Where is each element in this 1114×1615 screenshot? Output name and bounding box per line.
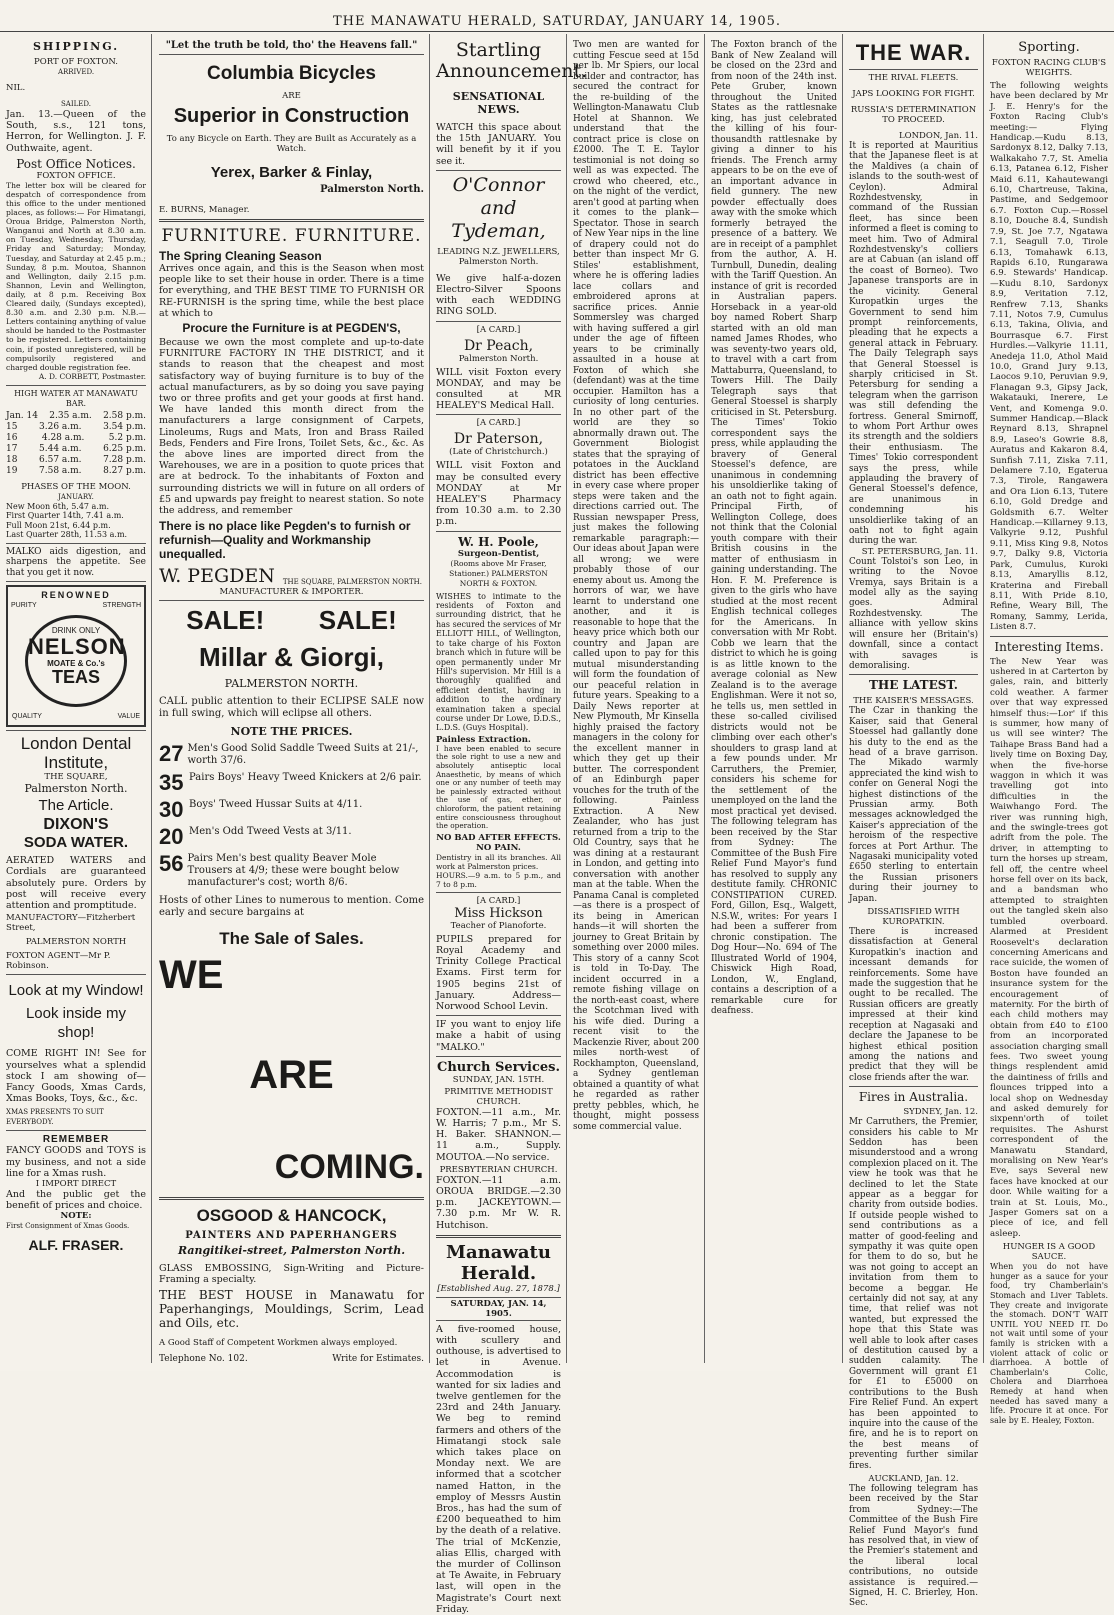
tide-row: 15 3.26 a.m. 3.54 p.m. — [6, 421, 146, 432]
sensational-title: SENSATIONAL NEWS. — [452, 90, 545, 116]
poole-title: W. H. Poole, — [458, 534, 539, 549]
fires-text: Mr Carruthers, the Premier, considers his cable to Mr Seddon has been misunderstood and a wrong complexion placed on it. The view he took was that he declined to let the State appear as a beggar for charity from outside bodies. If outside people wished to send contributions as a matter of good-feeling and sympathy it was quite open for them to do so, but he was not going to accept an invitation from them to become a beggar. He certainly did not say, at any time, that relief was not wanted, but expressed the hope that this State was well able to look after cases of destitution caused by a sudden calamity. The Government will grant £1 for £1 to £5000 on contributions to the Bush Fire Relief Fund. An expert has been appointed to inquire into the cause of the fire, and he is to report on the best means of preventing further similar fires. — [849, 1117, 978, 1471]
malko-ad: IF you want to enjoy life make a habit of using "MALKO." — [436, 1019, 561, 1053]
tide-row: 18 6.57 a.m. 7.28 p.m. — [6, 454, 146, 465]
manufactory: MANUFACTORY—Fitzherbert Street, — [6, 913, 136, 934]
osgood-address: Rangitikei-street, Palmerston North. — [177, 1244, 406, 1258]
peach-city: Palmerston North. — [458, 353, 539, 364]
port-heading: PORT OF FOXTON. — [34, 57, 118, 67]
osgood-trade: PAINTERS AND PAPERHANGERS — [185, 1230, 398, 1242]
import-text: And the public get the benefit of prices and choice. — [6, 1188, 146, 1212]
kaiser-heading: THE KAISER'S MESSAGES. — [853, 696, 974, 707]
herald-date: SATURDAY, JAN. 14, 1905. — [436, 1297, 561, 1321]
superior-title: Superior in Construction — [173, 105, 410, 127]
tide-title: HIGH WATER AT MANAWATU BAR. — [14, 388, 138, 408]
poole-rooms: (Rooms above Mr Fraser, Stationer.) PALMERSTON NORTH & FOXTON. — [449, 558, 548, 588]
sale-header: SALE! SALE! — [186, 605, 397, 636]
price-item: 27 Men's Good Solid Saddle Tweed Suits at 21/-, worth 37/6. — [159, 741, 419, 767]
column-sporting — [985, 34, 1112, 1425]
millar-call: CALL public attention to their ECLIPSE SALE now in full swing, which will eclipse all others. — [159, 696, 424, 720]
hours-text: HOURS.—9 a.m. to 5 p.m., and 7 to 8 p.m. — [436, 870, 561, 889]
sporting-text: The following weights have been declared by Mr J. E. Henry's for the Foxton Racing Club's meeting:— Flying Handicap.—Kudu 8.13, Sardonyx 8.12, Dalky 7.13, Walkakaho 7.7, St. Amelia 6.13, Patanea 6.12, Fisher Maid 6.11, Kahautewangi 6.10, Chartreuse, Takina, Pastime, and Sedgemoor 6.7. Foxton Cup.—Rossel 8.10, Douche 8.4, Sundish 7.9, St. Joe 7.7, Ngatawa 7.1, Seagull 7.0, Tirole 6.13, Tomahawk 6.13, Rapids 6.10, Rungarawa 6.9. Stewards' Handicap.—Kudu 8.10, Sardonyx 8.9, Veritation 7.12, Renfrew 7.13, Shanks 7.11, Notos 7.9, Cumulus 6.13, Takina, Olivia, and Bourrasque 6.7. First Hurdles.—Valkyrie 11.11, Anedeja 11.0, Athol Maid 10.0, Grand Jury 9.13, Laocos 9.10, Peruvian 9.9, Flanagan 9.3, Gipsy Jack, Wakatauki, Inerere, Le Vent, and Komenga 9.0. Summer Handicap.—Black Reynard 8.13, Shrapnel 8.9, Laseo's Gowrie 8.8, Auratus and Kakaron 8.4, Sunfish 7.11, Ziska 7.11, Delamere 7.10, Egaterua 7.3, Tirole, Rangawera and Ora Lion 6.13, Tutere 6.10, Gold Dredge and Goldsmith 6.7. Welter Handicap.—Killarney 9.13, Valkyrie 9.12, Pushful 9.11, Miss King 9.8, Notos 9.7, Dalky 9.8, Victoria Park, Cumulus, Kuroki 8.13, Amaryllis 8.12, Kraterina and Fireball 8.11, With Pride 8.10, Refine, Weary Bill, The Romany, Sammy, Lerida, Listen 8.7. — [990, 81, 1108, 633]
osgood-glass: GLASS EMBOSSING, Sign-Writing and Picture-Framing a specialty. — [159, 1263, 424, 1286]
startling-title: Startling Announcement. — [436, 39, 588, 82]
kaiser-text: The Czar in thanking the Kaiser, said that General Stoessel had gallantly done his duty to the end as the head of a brave garrison. The Mikado warmly appreciated the kind wish to confer on General Nogi the highest distinctions of the Prussian army. Both messages acknowledged the Kaiser's appreciation of the heroism of the respective forces at Port Arthur. The Nagasaki municipality voted £650 sterling to entertain the Russian prisoners during their journey to Japan. — [849, 706, 978, 904]
column-shipping — [2, 34, 152, 1363]
peach-text: WILL visit Foxton every MONDAY, and may be consulted at MR HEALEY'S Medical Hall. — [436, 366, 561, 412]
moon-title: PHASES OF THE MOON. — [21, 481, 131, 492]
primitive-text: FOXTON.—11 a.m., Mr. W. Harris; 7 p.m., Mr S. H. Baker. SHANNON.—11 a.m., Supply. MOUTOA.—No service. — [436, 1106, 561, 1163]
moon-list: New Moon 6th, 5.47 a.m. First Quarter 14th, 7.41 a.m. Full Moon 21st, 6.44 p.m. Last Quarter 28th, 11.53 a.m. — [6, 501, 128, 540]
post-office-sub: FOXTON OFFICE. — [36, 170, 116, 181]
hunger-title: HUNGER IS A GOOD SAUCE. — [1002, 1242, 1096, 1263]
poole-text: WISHES to intimate to the residents of Foxton and surrounding district, that he has secured the services of Mr ELLIOTT HILL, of Wellington, to take charge of his Foxton branch which in future will be open permanently under Mr Hill's supervision. Mr Hill is a thoroughly qualified and efficient dentist, having in addition to the ordinary examination taken a special course under Dr Lowe, D.D.S., L.D.S. (Guys Hospital). — [436, 591, 561, 733]
dixon-title: DIXON'S — [43, 816, 109, 834]
oconnor-title: O'Connor and Tydeman, — [451, 173, 546, 242]
column-general-news — [706, 34, 843, 1363]
soda-title: SODA WATER. — [23, 834, 129, 852]
card-label: [A CARD.] — [476, 418, 521, 429]
pegden-block — [159, 565, 424, 587]
dissat-heading: DISSATISFIED WITH KUROPATKIN. — [867, 907, 960, 928]
millar-city: PALMERSTON NORTH. — [224, 677, 359, 691]
paterson-text: WILL visit Foxton and may be consulted every MONDAY at Mr HEALEY'S Pharmacy from 10.30 a.m. to 2.30 p.m. — [436, 460, 561, 528]
herald-nameplate: Manawatu Herald. — [446, 1241, 551, 1284]
no-after-effects: NO BAD AFTER EFFECTS. NO PAIN. — [436, 832, 561, 853]
herald-established: [Established Aug. 27, 1878.] — [437, 1283, 560, 1294]
dental-address: THE SQUARE, — [44, 772, 108, 783]
fraser-sign: ALF. FRASER. — [28, 1236, 124, 1253]
article-title: The Article. — [38, 797, 114, 815]
price-item: 35 Pairs Boys' Heavy Tweed Knickers at 2/6 pair. — [159, 770, 422, 796]
import-title: I IMPORT DIRECT — [35, 1178, 117, 1189]
peach-title: Dr Peach, — [463, 337, 534, 354]
aerated-text: AERATED WATERS and Cordials are guaranteed absolutely pure. Orders by post will receive every attention and promptitude. — [6, 855, 146, 912]
post-office-text: The letter box will be cleared for despatch of correspondence from this office to the under mentioned places, as follows:— For Himatangi, Oroua Bridge, Palmerston North, Wanganui and North at 8.30 a.m. on Tuesday, Wednesday, Thursday, Friday and Saturday; Monday, Tuesday, and Saturday at 2.45 p.m.; Sunday, 8 p.m. Moutoa, Shannon and Wellington, daily 2.15 p.m. Shannon, Levin and Wellington, daily, at 8 p.m. Receiving Box Cleared daily, (Sundays excepted), 8.30 a.m. and 2.30 p.m. N.B.—Letters containing anything of value should be handed to the Postmaster to be registered. Letters containing coin, if posted unregistered, will be compulsorily registered and charged double registration fee. — [6, 180, 146, 372]
motto: "Let the truth be told, tho' the Heavens fall." — [165, 40, 418, 51]
presby-title: PRESBYTERIAN CHURCH. — [439, 1164, 558, 1175]
auckland-dateline: AUCKLAND, Jan. 12. — [868, 1473, 959, 1484]
shipping-title: SHIPPING. — [32, 40, 120, 53]
nelson-teas-ad: RENOWNED PURITY STRENGTH DRINK ONLY NELSON MOATE & Co.'s TEAS QUALITY VALUE — [6, 585, 146, 727]
interesting-text: The New Year was ushered in at Carterton by gales, rain, and bitterly cold weather. A farmer over that way expressed himself thus:—Lor' if this is summer, how many of us will see winter? The Taihape Brass Band had a lively time on Boxing Day, when the five-horse waggon in which it was travelling got into difficulties in the Waiwhango Ford. The river was running high, and the swingle-trees got adrift from the pole. The driver, in attempting to turn the horses up stream, fell off, the centre wheel horse fell over on its back, and a bandsman who attempted to straighten out the tangled skein also tumbled overboard. Alarmed at President Roosevelt's declaration concerning Americans and race suicide, the women of Boston have founded an insurance system for the encouragement of maternity. For the birth of each child mothers may obtain from £40 to £100 from an incorporated association charging small fees. Two sweet young things resplendent amid the daintiness of frills and flounces tripped into a local shop on Wednesday and asked demurely for sixpenn'orth of toilet requisites. The Ashurst correspondent of the Manawatu Standard, moralising on New Year's Eve, says Several new faces have knocked at our door. While waiting for a train at St. Louis, Mo., Jasper Gomers sat on a piece of ice, and fell asleep. — [990, 656, 1108, 1239]
presby-text: FOXTON.—11 a.m. OROUA BRIDGE.—2.30 p.m. JACKEYTOWN.—7.30 p.m. Mr W. R. Hutchison. — [436, 1174, 561, 1231]
sailed-label: SAILED. — [61, 100, 91, 108]
war-title: THE WAR. — [855, 40, 972, 65]
osgood-title: OSGOOD & HANCOCK, — [196, 1206, 387, 1226]
local-news-text: Two men are wanted for cutting Fescue seed at 15d per lb. Mr Spiers, our local builder and contractor, has secured the contract for the re-building of the Wellington-Manawatu Club Hotel at Shannon. We understand that the contract price is close on £2000. The T. E. Taylor testimonial is not doing so well as was expected. The crowd who cheered, etc., on the night of the verdict, aren't good at parting when it comes to the plank—Spectator. Those in search of New Year nips in the line of drapery could not do better than inspect Mr G. Stiles' establishment, where he is offering ladies lace collars and embroidered aprons at sacrifice prices. Annie Sommersley was charged with having suffered a girl under the age of fifteen years to be criminally assaulted in a house at Foxton of which she (defendant) was at the time occupier. Hamilton has a curiosity of long centuries. In no other part of the world are they so abnormally drawn out. The Government Biologist states that the spraying of potatoes in the Auckland district has been effective in every case where proper steps were taken and the directions carried out. The Russian newspaper Press, just makes the following remarkable paragraph:—Our ideas about Japan were all wrong; we were probably those of our enemy about us. Among the horrors of war, we have learnt to understand one another, and it is reasonable to hope that the heavy price which both our country and Japan are called upon to pay for this mutual misunderstanding will form the foundation of our peaceful relation in future years. Speaking to a Daily News reporter at New Plymouth, Mr Kinsella highly praised the factory managers in the colony for the excellent manner in which they get up their butter. The correspondent of an Edinburgh paper vouches for the truth of the following. Painless Extraction. A New Zealander, who has just returned from a trip to the Old Country, says that he was dining at a restaurant in London, and getting into conversation with another man at the table. When the Panama Canal is completed—as there is a prospect of its being in American hands—it will shorten the journey to Great Britain by something over 2000 miles. This story of a canny Scot is told in To-Day. The incident occurred in a remote fishing village on the north-east coast, where the Scotchman lived with his wife died. During a recent visit to the Mackenzie River, about 200 miles north-west of Rockhampton, Queensland, a Sydney gentleman obtained a quantity of what he regarded as rather pretty pebbles, which, he thought, might possess some commercial value. — [573, 40, 699, 1132]
pegden-name: W. PEGDEN — [159, 565, 275, 588]
tide-row: 19 7.58 a.m. 8.27 p.m. — [6, 465, 146, 476]
remember-title: REMEMBER — [42, 1134, 110, 1146]
foxton-weights-title: FOXTON RACING CLUB'S WEIGHTS. — [991, 58, 1107, 78]
church-date: SUNDAY, JAN. 15TH. — [452, 1074, 545, 1085]
palmerston-label: PALMERSTON NORTH — [25, 937, 127, 948]
japs-heading: JAPS LOOKING FOR FIGHT. — [852, 89, 975, 99]
editorial-text: A five-roomed house, with scullery and outhouse, is advertised to let in Avenue. Accommodation is wanted for six ladies and twelve gentlemen for the 23rd and 24th January. We beg to remind farmers and others of the Himatangi stock sale which takes place on Monday next. We are informed that a scotcher named Hatton, in the employ of Messrs Austin Bros., has had the sum of £200 bequeathed to him by the death of a relative. The trial of McKenzie, alias Ellis, charged with the murder of Collinson at Te Awaite, in February last, will open in the Magistrate's Court next Friday. — [436, 1323, 561, 1615]
look-inside: Look inside my shop! — [25, 1005, 127, 1042]
interesting-title: Interesting Items. — [994, 639, 1104, 654]
post-office-title: Post Office Notices. — [16, 156, 136, 171]
osgood-contact: Telephone No. 102. Write for Estimates. — [159, 1354, 424, 1365]
look-window: Look at my Window! — [8, 982, 144, 1000]
note-prices: NOTE THE PRICES. — [230, 725, 353, 739]
price-list — [159, 743, 424, 889]
procure-title: Procure the Furniture is at PEGDEN'S, — [182, 321, 401, 336]
columbia-title: Columbia Bicycles — [207, 63, 376, 84]
columbia-text: To any Bicycle on Earth. They are Built as Accurately as a Watch. — [166, 134, 417, 154]
columbia-are: ARE — [282, 91, 301, 101]
church-title: Church Services. — [436, 1059, 561, 1075]
osgood-best: THE BEST HOUSE in Manawatu for Paperhangings, Mouldings, Scrim, Lead and Oils, etc. — [159, 1288, 424, 1331]
pegden-address: THE SQUARE, PALMERSTON NORTH. — [282, 578, 422, 587]
column-announcements — [431, 34, 588, 1615]
war-text: It is reported at Mauritius that the Japanese fleet is at the Maldives (a chain of islands to the south-west of Ceylon). Admiral Rozhdestvensky, in command of the Russian fleet, has since been informed a fleet is coming to meet him. Two of Admiral Rozhdestvensky's colliers are at Cabuan (an island off the coast of Borneo). Two Japanese transports are in the vicinity. General Kuropatkin urges the Government to send him prompt reinforcements, pleading that he expects a general attack in February. The Daily Telegraph says that General Stoessel is sharply criticised in St. Petersburg for sending a telegram when the garrison was still defending the fortress. General Smirnoff, to whom Port Arthur owes its strength and the soldiers their enthusiasm. The Times' Tokio correspondent says the press, while applauding the bravery of General Stoessel's defence, are unanimous in condemning his unsoldierlike taking of an oath not to fight again during the war. — [849, 141, 978, 547]
stpete-dateline: ST. PETERSBURG, Jan. 11. — [861, 546, 978, 557]
spring-text: Arrives once again, and this is the Season when most people like to set their house in order. There is a time for everything, and THE BEST TIME TO FURNISH OR RE-FURNISH is the spring time, while the best place at which to — [159, 263, 424, 319]
hickson-title: Miss Hickson — [454, 905, 543, 921]
column-war — [844, 34, 984, 1609]
we-word: WE — [159, 953, 224, 998]
are-word: ARE — [249, 1053, 334, 1098]
general-news-text: The Foxton branch of the Bank of New Zealand will be closed on the 23rd and from noon of the 24th inst. Pete Gruber, known throughout the United States as the rattlesnake king, has just celebrated the killing of his four-thousandth rattlesnake by giving a dinner to his friends. The French army appears to be on the eve of an important advance in field gunnery. The new powder effectually does away with the smoke which formerly betrayed the presence of a battery. We are in receipt of a pamphlet from the author, A. H. Turnbull, Dunedin, dealing with the Tariff Question. An instance of grit is recorded in Australian papers. Horseback in a year-old boy named Robert Sharp started with an old man named James Rhodes, who was seventy-two years old, to travel with a cart from Mattaburra, Queensland, to Towers Hill. The Daily Telegraph says that General Stoessel is sharply criticised in St. Petersburg. The Times' Tokio correspondent says the press, while applauding the bravery of General Stoessel's defence, are unanimous in condemning his unsoldierlike taking of an oath not to fight again. Principal Firth, of Wellington College, does not think that the Colonial youth compare with their British cousins in the matter of enthusiasm in gaining understanding. The Hon. F. M. Preference is given to the girls who have studied at the most recent English technical colleges for the Americans. In conversation with Mr Robt. Cobb we learn that the district to which he is going is as little known to the average colonial as New Zealand is to the average Englishman. Were it not so, he tells us, men settled in these so-called civilised districts would not be climbing over each other's shoulders to grasp land at a few pounds under. Mr Carruthers, the Premier, considers his scheme for the settlement of the unemployed on the land the most practical yet devised. The following telegram has been received by the Star from Sydney: The Committee of the Bush Fire Relief Fund Mayor's fund has resolved to supply any destitute family. CHRONIC CONSTIPATION CURED. Ford, Gillon, Esq., Walgett, N.S.W., writes: For years I had been a sufferer from chronic constipation. The Dog Hour—No. 694 of The Illustrated World of 1904, Chiswick High Road, London, W., England, contains a description of a remarkable cure for deafness. — [711, 40, 837, 1016]
postmaster-sign: A. D. CORBETT, Postmaster. — [38, 371, 146, 381]
procure-text: Because we own the most complete and up-to-date FURNITURE FACTORY IN THE DISTRICT, and it stands to reason that the cheapest and most satisfactory way of buying furniture is to buy of the actual manufacturers, as by so doing you save paying two or three profits and get your goods at first hand. We have landed this month direct from the manufacturers a large consignment of Carpets, Linoleums, Rugs and Mats, Iron and Brass Railed Beds, Fenders and Fire Irons, Toilet Sets, &c., &c. As the above lines are imported direct from the Warehouses, we are in a position to quote prices that are at bedrock. To the inhabitants of Foxton and surrounding districts we will in future on all orders of £5 and upwards pay freight to nearest station. So note the address, and remember — [159, 337, 424, 517]
malko-ad: MALKO aids digestion, and sharpens the appetite. See that you get it now. — [6, 546, 146, 578]
remember-text: FANCY GOODS and TOYS is my business, and not a side line for a Xmas rush. — [6, 1145, 146, 1179]
yerex-manager: E. BURNS, Manager. — [159, 205, 250, 215]
russia-heading: RUSSIA'S DETERMINATION TO PROCEED. — [850, 105, 977, 125]
nelson-seal: DRINK ONLY NELSON MOATE & Co.'s TEAS — [25, 615, 127, 707]
oconnor-sub: LEADING N.Z. JEWELLERS, — [437, 246, 560, 257]
oconnor-text: We give half-a-dozen Electro-Silver Spoons with each WEDDING RING SOLD. — [436, 272, 561, 318]
tide-row: Jan. 14 2.35 a.m. 2.58 p.m. — [6, 410, 146, 421]
primitive-title: PRIMITIVE METHODIST CHURCH. — [444, 1086, 553, 1107]
hickson-sub: Teacher of Pianoforte. — [450, 920, 547, 931]
yerex-title: Yerex, Barker & Finlay, — [210, 164, 373, 181]
coming-word: COMING. — [274, 1148, 424, 1187]
masthead-title: THE MANAWATU HERALD, SATURDAY, JANUARY 14, 1905. — [332, 14, 782, 29]
dissat-text: There is increased dissatisfaction at General Kuropatkin's inaction and incessant demands for reinforcements. Some have made the suggestion that he ought to be recalled. The Russian officers are greatly impressed at their kind reception at Nagasaki and declare the Japanese to be highest ethical position among the nations and predict that they will be close friends after the war. — [849, 927, 978, 1083]
sailed-text: Jan. 13.—Queen of the South, s.s., 121 tons, Herron, for Wellington. J. F. Outhwaite, agent. — [6, 109, 146, 154]
paterson-sub: (Late of Christchurch.) — [449, 447, 548, 458]
price-item: 30 Boys' Tweed Hussar Suits at 4/11. — [159, 797, 363, 823]
note-text: First Consignment of Xmas Goods. — [6, 1222, 130, 1231]
column-local-news — [568, 34, 705, 1363]
furniture-title: FURNITURE. FURNITURE. — [161, 226, 422, 246]
sydney-dateline: SYDNEY, Jan. 12. — [903, 1107, 978, 1118]
arrived-label: ARRIVED. — [57, 68, 95, 76]
no-place-text: There is no place like Pegden's to furnish or refurnish—Quality and Workmanship unequalled. — [159, 519, 411, 562]
oconnor-city: Palmerston North. — [458, 256, 539, 267]
sporting-title: Sporting. — [1018, 40, 1080, 55]
come-in-text: COME RIGHT IN! See for yourselves what a splendid stock I am showing of— Fancy Goods, Xmas Cards, Xmas Books, Toys, &c., &c. — [6, 1048, 146, 1105]
rival-fleets: THE RIVAL FLEETS. — [868, 73, 959, 83]
note-title: NOTE: — [60, 1211, 92, 1222]
foxton-agent: FOXTON AGENT—Mr P. Robinson. — [6, 951, 111, 972]
dental-title: London Dental Institute, — [20, 734, 132, 773]
card-label: [A CARD.] — [476, 895, 521, 906]
paterson-title: Dr Paterson, — [453, 431, 544, 448]
hosts-text: Hosts of other Lines to numerous to mention. Come early and secure bargains at — [159, 895, 424, 919]
millar-title: Millar & Giorgi, — [199, 642, 384, 673]
spring-title: The Spring Cleaning Season — [159, 249, 322, 263]
sale-of-sales: The Sale of Sales. — [219, 929, 364, 949]
yerex-city: Palmerston North. — [320, 184, 424, 195]
masthead — [0, 0, 1114, 32]
tide-row: 16 4.28 a.m. 5.2 p.m. — [6, 432, 146, 443]
price-item: 56 Pairs Men's best quality Beaver Mole Trousers at 4/9; these were bought below manufacturer's cost; worth 8/6. — [159, 851, 400, 889]
auckland-text: The following telegram has been received by the Star from Sydney:—The Committee of the Bush Fire Relief Fund Mayor's fund has resolved that, in view of the Premier's statement and the liberal local contributions, no outside assistance is required.—Signed, H. C. Brierley, Hon. Sec. — [849, 1483, 978, 1609]
tide-table — [6, 411, 146, 477]
column-ads — [153, 34, 430, 1363]
painless-text: I have been enabled to secure the sole right to use a new and absolutely antiseptic local Anaesthetic, by means of which one or any number of teeth may be painlessly extracted without the use of gas, ether, or chloroform, the patient retaining entire consciousness throughout the operation. — [436, 743, 561, 831]
moon-month: JANUARY. — [58, 492, 94, 501]
xmas-presents: XMAS PRESENTS TO SUIT EVERYBODY. — [6, 1108, 104, 1127]
price-item: 20 Men's Odd Tweed Vests at 3/11. — [159, 824, 352, 850]
arrived-text: NIL. — [6, 83, 26, 93]
watch-text: WATCH this space about the 15th JANUARY. You will benefit by it if you see it. — [436, 122, 561, 167]
tide-row: 17 5.44 a.m. 6.25 p.m. — [6, 443, 146, 454]
dentistry-text: Dentistry in all its branches. All work at Palmerston prices. — [436, 852, 561, 871]
poole-sub: Surgeon-Dentist, — [457, 548, 540, 559]
fires-title: Fires in Australia. — [858, 1090, 969, 1105]
painless-title: Painless Extraction. — [436, 734, 531, 745]
stpete-text: Count Tolstoi's son Leo, in writing to the Novoe Vremya, says Britain is a model ally as the saying goes. Admiral Rozhdestvensky. The alliance with yellow skins will ensure her (Britain's) downfall, since a contact with savages is demoralising. — [849, 556, 978, 671]
pegden-sub: MANUFACTURER & IMPORTER. — [219, 587, 364, 598]
hunger-text: When you do not have hunger as a sauce for your food, try Chamberlain's Stomach and Liver Tablets. They create and invigorate the stomach. DON'T WAIT UNTIL YOU NEED IT. Do not wait until some of your family is stricken with a violent attack of colic or diarrhoea. A bottle of Chamberlain's Colic, Cholera and Diarrhoea Remedy at hand when needed has saved many a life. Procure it at once. For sale by E. Healey, Foxton. — [990, 1262, 1108, 1425]
dental-city: Palmerston North. — [24, 782, 128, 796]
hickson-text: PUPILS prepared for Royal Academy and Trinity College Practical Exams. First term for 1905 begins 21st of January. Address—Norwood School Levin. — [436, 933, 561, 1012]
london-dateline: LONDON, Jan. 11. — [898, 131, 978, 141]
latest-title: THE LATEST. — [869, 678, 958, 693]
osgood-staff: A Good Staff of Competent Workmen always employed. — [159, 1338, 398, 1349]
card-label: [A CARD.] — [476, 324, 521, 335]
